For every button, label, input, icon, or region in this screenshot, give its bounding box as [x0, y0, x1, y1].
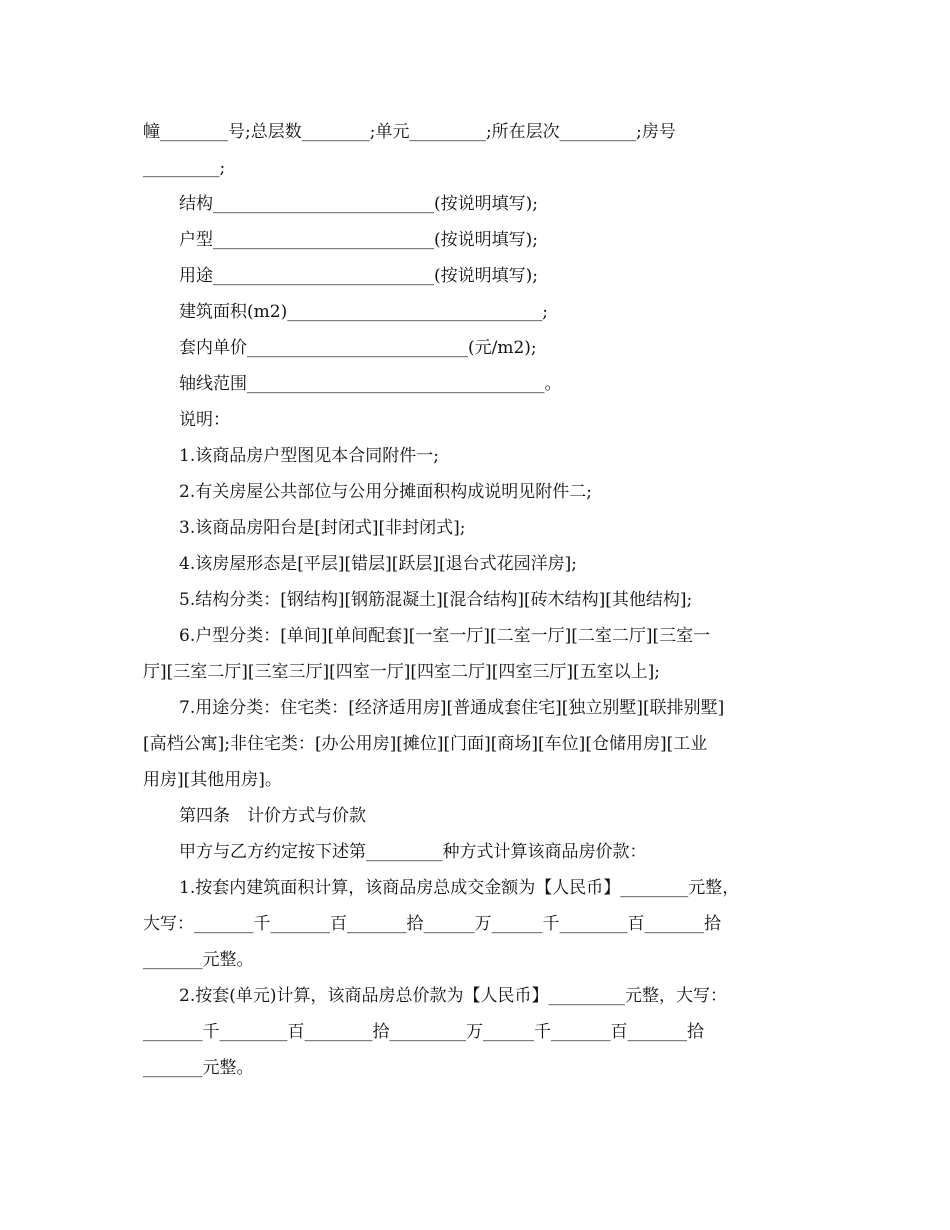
text-line: _______千________百________拾_________万______千_______百_______拾: [143, 1022, 704, 1042]
text-line: 轴线范围___________________________________。: [179, 374, 562, 394]
text-line: 2.按套(单元)计算，该商品房总价款为【人民币】_________元整，大写：: [179, 986, 727, 1006]
text-line: 4.该房屋形态是[平层][错层][跃层][退台式花园洋房];: [179, 554, 578, 574]
section-heading: 第四条 计价方式与价款: [179, 806, 366, 826]
text-line: 7.用途分类：住宅类：[经济适用房][普通成套住宅][独立别墅][联排别墅]: [179, 698, 725, 718]
text-line: [高档公寓];非住宅类：[办公用房][摊位][门面][商场][车位][仓储用房][工业: [143, 734, 708, 754]
text-line: 建筑面积(m2)______________________________;: [179, 302, 548, 322]
text-line: 2.有关房屋公共部位与公用分摊面积构成说明见附件二;: [179, 482, 592, 502]
text-line: 6.户型分类：[单间][单间配套][一室一厅][二室一厅][二室二厅][三室一: [179, 626, 711, 646]
text-line: 大写：_______千_______百_______拾______万______千________百_______拾: [143, 914, 721, 934]
text-line: 说明：: [179, 410, 230, 430]
text-line: 结构__________________________(按说明填写);: [179, 194, 538, 214]
text-line: 1.该商品房户型图见本合同附件一;: [179, 446, 439, 466]
text-line: 1.按套内建筑面积计算，该商品房总成交金额为【人民币】________元整，: [179, 878, 740, 898]
text-line: _______元整。: [143, 950, 254, 970]
text-line: 3.该商品房阳台是[封闭式][非封闭式];: [179, 518, 466, 538]
text-line: 用途__________________________(按说明填写);: [179, 266, 538, 286]
text-line: 套内单价__________________________(元/m2);: [179, 338, 537, 358]
text-line: 幢________号;总层数________;单元_________;所在层次_________;房号: [143, 122, 676, 142]
text-line: 户型__________________________(按说明填写);: [179, 230, 538, 250]
text-line: 厅][三室二厅][三室三厅][四室一厅][四室二厅][四室三厅][五室以上];: [143, 662, 660, 682]
text-line: 5.结构分类：[钢结构][钢筋混凝土][混合结构][砖木结构][其他结构];: [179, 590, 693, 610]
text-line: 用房][其他用房]。: [143, 770, 282, 790]
text-line: _______元整。: [143, 1058, 254, 1078]
text-line: _________;: [143, 158, 226, 178]
text-line: 甲方与乙方约定按下述第_________种方式计算该商品房价款：: [179, 842, 647, 862]
